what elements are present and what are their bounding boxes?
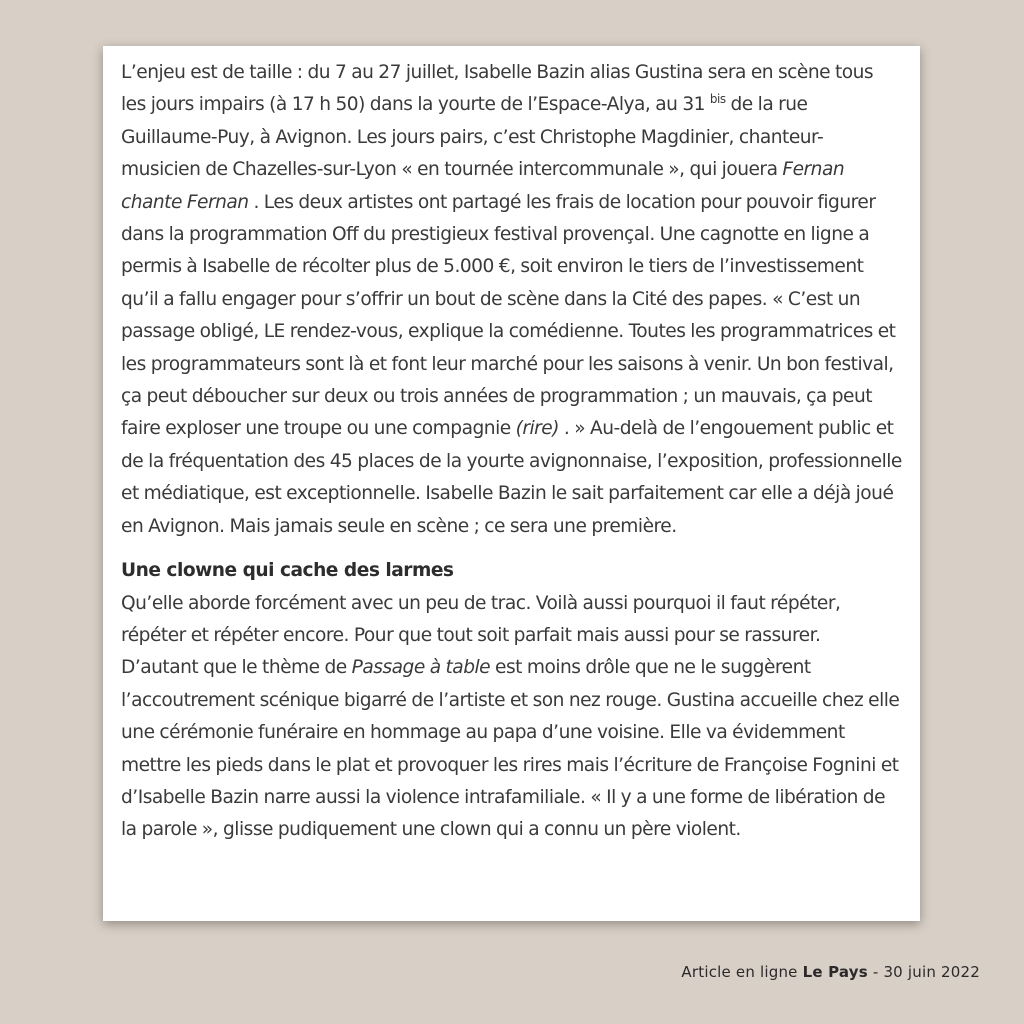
aside-rire: (rire) (515, 418, 559, 440)
source-caption (681, 963, 980, 981)
paragraph-text: . » Au-delà de l’engouement public et de la fréquentation des 45 places de la yourte avignonnaise, l’exposition, professionnelle et médiatique, est exceptionnelle. Isabelle Bazin le sait parfaitement car elle a déjà joué en Avignon. Mais jamais seule en scène ; ce sera une première. (121, 418, 902, 537)
show-title-fernan: Fernan chante Fernan (121, 159, 845, 213)
paragraph-text: Qu’elle aborde forcément avec un peu de trac. Voilà aussi pourquoi il faut répéter, répéter et répéter encore. Pour que tout soit parfait mais aussi pour se rassurer. D’autant que le thème de (121, 592, 841, 679)
article-paragraph-2 (121, 588, 902, 847)
section-heading: Une clowne qui cache des larmes (121, 560, 454, 582)
caption-date: - 30 juin 2022 (867, 963, 980, 981)
paragraph-text: est moins drôle que ne le suggèrent l’accoutrement scénique bigarré de l’artiste et son nez rouge. Gustina accueille chez elle une cérémonie funéraire en hommage au papa d’une voisine. Elle va évidemment mettre les pieds dans le plat et provoquer les rires mais l’écriture de Françoise Fognini et d’Isabelle Bazin narre aussi la violence intrafamiliale. « Il y a une forme de libération de la parole », glisse pudiquement une clown qui a connu un père violent. (121, 657, 900, 841)
show-title-passage: Passage à table (351, 657, 491, 679)
article-clipping (103, 46, 920, 921)
paragraph-text: de la rue Guillaume-Puy, à Avignon. Les jours pairs, c’est Christophe Magdinier, chanteur-musicien de Chazelles-sur-Lyon « en tournée intercommunale », qui jouera (121, 94, 824, 181)
caption-source: Le Pays (802, 963, 868, 981)
article-paragraph-1 (121, 57, 902, 543)
paragraph-text: L’enjeu est de taille : du 7 au 27 juillet, Isabelle Bazin alias Gustina sera en scène tous les jours impairs (à 17 h 50) dans la yourte de l’Espace-Alya, au 31 (121, 62, 874, 116)
paragraph-text: . Les deux artistes ont partagé les frais de location pour pouvoir figurer dans la programmation Off du prestigieux festival provençal. Une cagnotte en ligne a permis à Isabelle de récolter plus de 5.000 €, soit environ le tiers de l’investissement qu’il a fallu engager pour s’offrir un bout de scène dans la Cité des papes. « C’est un passage obligé, LE rendez-vous, explique la comédienne. Toutes les programmatrices et les programmateurs sont là et font leur marché pour les saisons à venir. Un bon festival, ça peut déboucher sur deux ou trois années de programmation ; un mauvais, ça peut faire exploser une troupe ou une compagnie (121, 191, 896, 440)
caption-prefix: Article en ligne (681, 963, 803, 981)
superscript-bis: bis (709, 92, 726, 107)
